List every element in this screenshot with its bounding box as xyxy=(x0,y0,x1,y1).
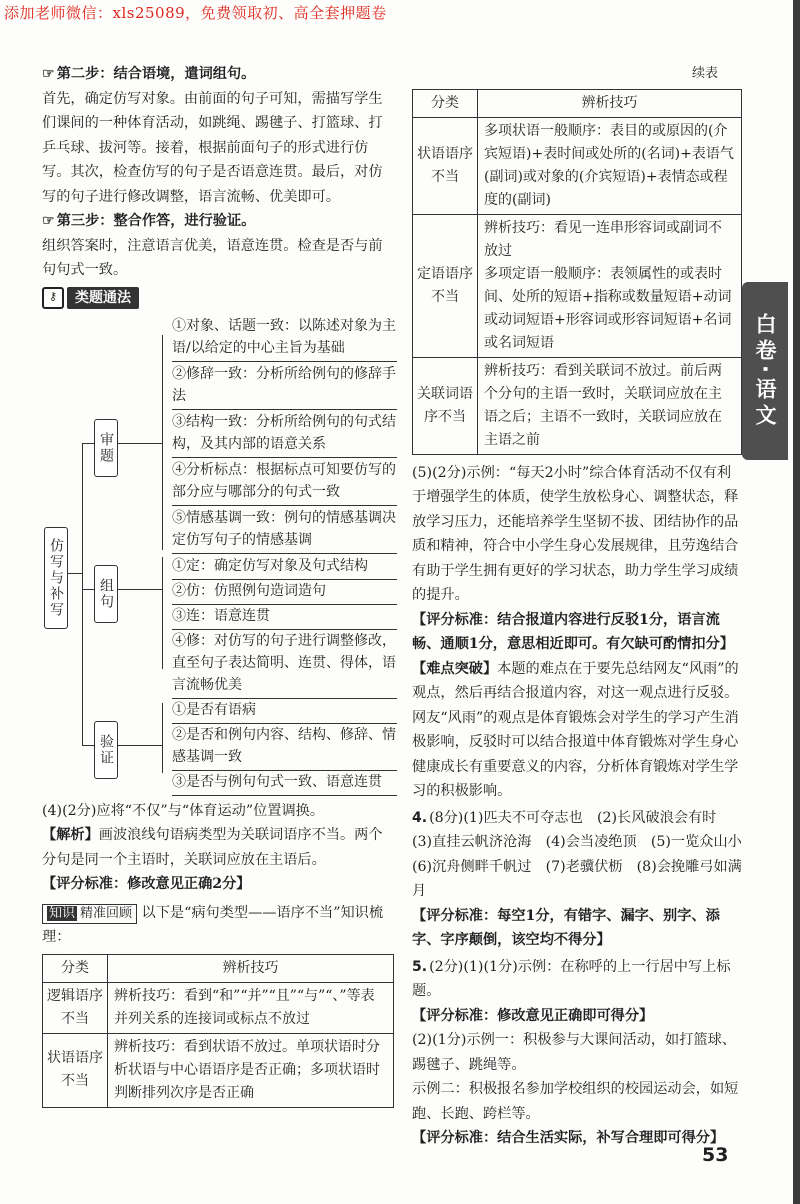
shenti-item-5: ⑤情感基调一致：例句的情感基调决定仿写句子的情感基调 xyxy=(172,507,397,554)
q4-score: 【评分标准：修改意见正确2分】 xyxy=(42,876,251,892)
table-cat-cell: 定语语序不当 xyxy=(413,214,478,357)
step3-title: ☞ 第三步：整合作答，进行验证。 xyxy=(42,213,256,229)
word-order-table-left xyxy=(42,954,394,1108)
pointing-hand-icon: ☞ xyxy=(42,213,55,229)
table-header-cell: 辨析技巧 xyxy=(108,954,394,982)
shenti-item-4: ④分析标点：根据标点可知要仿写的部分应与哪部分的句式一致 xyxy=(172,459,397,506)
shenti-item-1: ①对象、话题一致：以陈述对象为主语/以给定的中心主旨为基础 xyxy=(172,315,397,362)
table-row xyxy=(413,214,742,357)
q5-answer: 5. (2分)(1)(1分)示例：在称呼的上一行居中写上标题。 xyxy=(412,958,731,999)
shenti-item-2: ②修辞一致：分析所给例句的修辞手法 xyxy=(172,363,397,410)
key-icon: ⚷ xyxy=(42,287,64,309)
q5-part-score: 【评分标准：结合报道内容进行反驳1分，语言流畅、通顺1分，意思相近即可。有欠缺可酌情扣分】 xyxy=(412,611,734,652)
q5-score-2: 【评分标准：结合生活实际，补写合理即可得分】 xyxy=(412,1130,725,1146)
right-column xyxy=(412,62,757,1151)
mind-root: 仿写与补写 xyxy=(44,527,68,629)
page-edge-bar xyxy=(793,0,800,1204)
step3-body: 组织答案时，注意语言优美，语意连贯。检查是否与前句句式一致。 xyxy=(42,237,383,278)
shenti-item-3: ③结构一致：分析所给例句的句式结构，及其内部的语意关系 xyxy=(172,411,397,458)
connector-line xyxy=(162,335,163,550)
knowledge-tag: 知识 精准回顾 xyxy=(42,904,137,924)
table-text-cell: 辨析技巧：看到状语不放过。单项状语时分析状语与中心语语序是否正确；多项状语时判断排列次序是否正确 xyxy=(108,1033,394,1107)
mind-map xyxy=(42,315,396,790)
table-row xyxy=(413,117,742,214)
q5-example-2: 示例二：积极报名参加学校组织的校园运动会，如短跑、长跑、跨栏等。 xyxy=(412,1081,739,1122)
step2-title: ☞ 第二步：结合语境，遣词组句。 xyxy=(42,66,256,82)
branch-shenti: 审题 xyxy=(94,419,118,477)
connector-line xyxy=(118,443,162,444)
word-order-table-right xyxy=(412,89,742,455)
knowledge-review: 知识 精准回顾 以下是“病句类型——语序不当”知识梳理： xyxy=(42,904,384,945)
subject-side-tab: 白卷·语文 xyxy=(742,282,788,460)
connector-line xyxy=(68,573,82,574)
q4-analysis: 【解析】画波浪线句语病类型为关联词语序不当。两个分句是同一个主语时，关联词应放在主语后。 xyxy=(42,827,383,868)
yanzheng-item-1: ①是否有语病 xyxy=(172,699,397,724)
zuju-item-1: ①定：确定仿写对象及句式结构 xyxy=(172,555,397,580)
branch-zuju: 组句 xyxy=(94,565,118,623)
yanzheng-item-3: ③是否与例句句式一致、语意连贯 xyxy=(172,771,397,796)
connector-line xyxy=(162,703,163,773)
table-cat-cell: 状语语序不当 xyxy=(43,1033,108,1107)
connector-line xyxy=(82,443,94,444)
zuju-item-3: ③连：语意连贯 xyxy=(172,605,397,630)
q4-answer: (4)(2分)应将“不仅”与“体育运动”位置调换。 xyxy=(42,802,325,819)
connector-line xyxy=(82,443,83,745)
table-cat-cell: 关联词语序不当 xyxy=(413,357,478,454)
continued-table-title: 续表 xyxy=(691,66,718,81)
table-text-cell: 多项状语一般顺序：表目的或原因的(介宾短语)+表时间或处所的(名词)+表语气(副词)或对象的(介宾短语)+表情态或程度的(副词) xyxy=(478,117,742,214)
connector-line xyxy=(162,557,163,669)
connector-line xyxy=(118,745,162,746)
zuju-item-4: ④修：对仿写的句子进行调整修改，直至句子表达简明、连贯、得体，语言流畅优美 xyxy=(172,630,397,699)
difficulty-breakthrough: 【难点突破】本题的难点在于要先总结网友“风雨”的观点，然后再结合报道内容，对这一观点进行反驳。网友“风雨”的观点是体育锻炼会对学生的学习产生消极影响，反驳时可以结合报道中体育锻炼对学生身心健康成长有重要意义的内容，分析体育锻炼对学生学习的积极影响。 xyxy=(412,660,739,799)
table-header-cell: 辨析技巧 xyxy=(478,89,742,117)
connector-line xyxy=(82,745,94,746)
table-text-cell: 辨析技巧：看到“和”“并”“且”“与”“、”等表并列关系的连接词或标点不放过 xyxy=(108,982,394,1033)
pointing-hand-icon: ☞ xyxy=(42,66,55,82)
connector-line xyxy=(118,589,162,590)
q5-part-answer: (5)(2分)示例：“每天2小时”综合体育活动不仅有利于增强学生的体质，使学生放松身心、调整状态，释放学习压力，还能培养学生坚韧不拔、团结协作的品质和精神，符合中小学生身心发展规律，且劳逸结合有助于学生拥有更好的学习状态，助力学生学习成绩的提升。 xyxy=(412,464,739,603)
table-text-cell: 辨析技巧：看到关联词不放过。前后两个分句的主语一致时，关联词应放在主语之后；主语不一致时，关联词应放在主语之前 xyxy=(478,357,742,454)
method-tag-label: 类题通法 xyxy=(67,287,139,309)
table-row xyxy=(43,982,394,1033)
left-column xyxy=(42,62,394,1108)
table-text-cell: 辨析技巧：看见一连串形容词或副词不放过 多项定语一般顺序：表领属性的或表时间、处所的短语+指称或数量短语+动词或动词短语+形容词或形容词短语+名词或名词短语 xyxy=(478,214,742,357)
method-tag xyxy=(42,287,139,309)
table-header-row xyxy=(43,954,394,982)
q4-score-right: 【评分标准：每空1分，有错字、漏字、别字、添字、字序颠倒，该空均不得分】 xyxy=(412,907,720,948)
watermark-text: 添加老师微信：xls25089，免费领取初、高全套押题卷 xyxy=(4,4,387,22)
q5-example-1: (2)(1分)示例一：积极参与大课间活动，如打篮球、踢毽子、跳绳等。 xyxy=(412,1032,736,1073)
table-header-row xyxy=(413,89,742,117)
yanzheng-item-2: ②是否和例句内容、结构、修辞、情感基调一致 xyxy=(172,724,397,771)
zuju-item-2: ②仿：仿照例句造词造句 xyxy=(172,580,397,605)
q4-answer-right: 4. (8分)(1)匹夫不可夺志也 (2)长风破浪会有时 (3)直挂云帆济沧海 (4)会当凌绝顶 (5)一览众山小 (6)沉舟侧畔千帆过 (7)老骥伏枥 (8)会挽雕弓如满月 xyxy=(412,809,757,899)
table-cat-cell: 逻辑语序不当 xyxy=(43,982,108,1033)
table-row xyxy=(413,357,742,454)
q5-score-1: 【评分标准：修改意见正确即可得分】 xyxy=(412,1007,654,1024)
table-header-cell: 分类 xyxy=(413,89,478,117)
table-header-cell: 分类 xyxy=(43,954,108,982)
connector-line xyxy=(82,589,94,590)
step2-body: 首先，确定仿写对象。由前面的句子可知，需描写学生们课间的一种体育活动，如跳绳、踢毽子、打篮球、打乒乓球、拔河等。接着，根据前面句子的形式进行仿写。其次，检查仿写的句子是否语意连贯。最后，对仿写的句子进行修改调整，语言流畅、优美即可。 xyxy=(42,90,383,205)
branch-yanzheng: 验证 xyxy=(94,721,118,779)
page-number: 53 xyxy=(702,1144,729,1166)
table-row xyxy=(43,1033,394,1107)
table-cat-cell: 状语语序不当 xyxy=(413,117,478,214)
